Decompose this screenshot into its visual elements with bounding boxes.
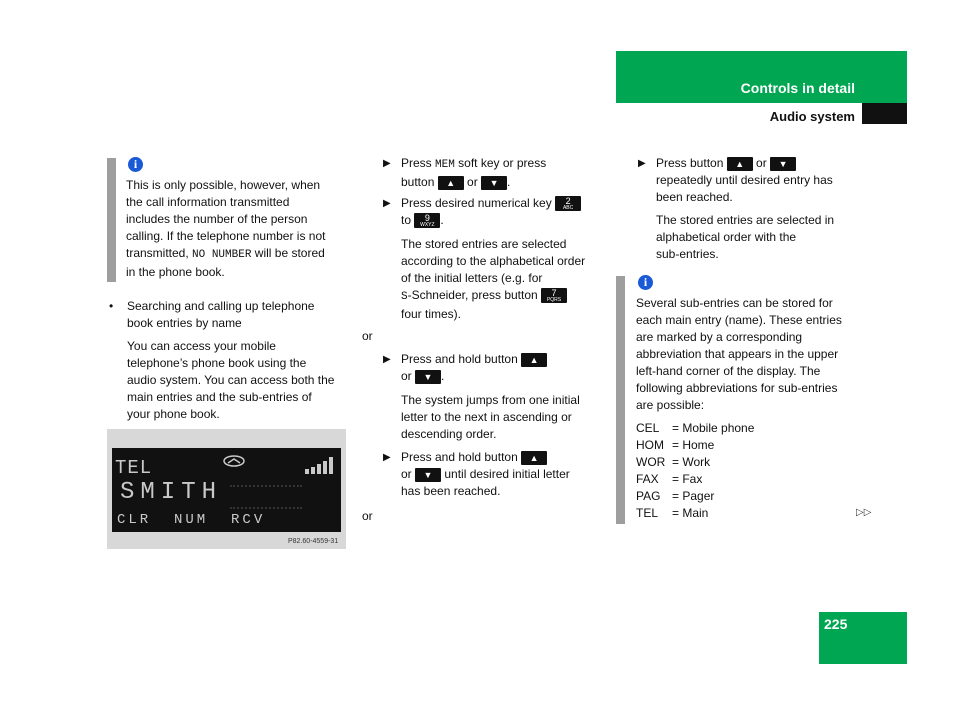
display-code: S [401, 291, 408, 303]
text-line: transmitted, NO NUMBER will be stored [126, 246, 325, 261]
paragraph: The stored entries are selected in alphabetical order with the sub-entries. [656, 213, 835, 261]
display-code: NO NUMBER [192, 249, 252, 261]
step-arrow: ▶ [383, 158, 391, 169]
up-key-icon: ▲ [521, 451, 547, 465]
display-line-1: TEL [115, 457, 153, 479]
paragraph: The system jumps from one initial letter to the next in ascending or descending order. [401, 393, 580, 441]
text-line: the call information transmitted [126, 195, 290, 209]
abbreviation-row: PAG = Pager [636, 489, 715, 503]
down-key-icon: ▼ [481, 176, 507, 190]
paragraph: You can access your mobile telephone’s phone book using the audio system. You can access both the main entries and the sub-entries of your phone book. [127, 339, 335, 421]
abbreviation-row: TEL = Main [636, 506, 709, 520]
down-key-icon: ▼ [415, 370, 441, 384]
step-arrow: ▶ [638, 158, 646, 169]
abbreviation-row: WOR = Work [636, 455, 711, 469]
bullet-dot: • [109, 299, 114, 313]
section-title: Controls in detail [740, 80, 855, 96]
step-arrow: ▶ [383, 198, 391, 209]
display-code: MEM [435, 159, 455, 171]
display-line-3: CLR NUM RCV [117, 512, 266, 528]
subsection-title: Audio system [769, 109, 855, 124]
key-7-icon: 7 PQRS [541, 288, 567, 303]
step-press-hold-until: Press and hold button ▲ or ▼ until desired initial letter has been reached. [401, 450, 570, 498]
page-number: 225 [824, 616, 848, 632]
up-key-icon: ▲ [438, 176, 464, 190]
abbreviation-row: CEL = Mobile phone [636, 421, 755, 435]
display-line-2: SMITH [120, 479, 223, 506]
abbreviation-list [636, 420, 866, 522]
info-icon: i [638, 275, 653, 290]
figure-reference: P82.60-4559-31 [288, 538, 339, 545]
step-press-button: Press button ▲ or ▼ repeatedly until desired entry has been reached. [656, 156, 833, 204]
up-key-icon: ▲ [521, 353, 547, 367]
text-line: includes the number of the person [126, 212, 308, 226]
bullet-item: Searching and calling up telephone book entries by name [127, 299, 315, 330]
handset-icon [222, 454, 246, 468]
step-arrow: ▶ [383, 354, 391, 365]
paragraph: The stored entries are selected according to the alphabetical order of the initial letters (e.g. for S-Schneider, press button 7 PQRS four times). [401, 237, 586, 321]
step-press-numeric: Press desired numerical key 2 ABC to 9 WXYZ . [401, 195, 606, 229]
key-9-icon: 9 WXYZ [414, 213, 440, 228]
info-note [126, 177, 351, 281]
down-key-icon: ▼ [415, 468, 441, 482]
down-key-icon: ▼ [770, 157, 796, 171]
info-note: Several sub-entries can be stored for each main entry (name). These entries are marked by a corresponding abbreviation that appears in the upper left-hand corner of the display. The following abbreviations for sub-entries are possible: [636, 296, 842, 412]
info-box-bar [616, 276, 625, 524]
info-box-bar [107, 158, 116, 282]
abbreviation-row: FAX = Fax [636, 472, 703, 486]
step-press-hold: Press and hold button ▲ or ▼ . [401, 351, 606, 385]
display-screen [112, 448, 341, 532]
key-2-icon: 2 ABC [555, 196, 581, 211]
header-tab-marker [862, 103, 907, 124]
step-arrow: ▶ [383, 452, 391, 463]
signal-strength-icon [305, 456, 337, 474]
or-separator: or [362, 509, 373, 523]
up-key-icon: ▲ [727, 157, 753, 171]
step-press-mem: Press MEM soft key or press button ▲ or ▼ . [401, 156, 547, 189]
text-line: calling. If the telephone number is not [126, 229, 326, 243]
text-line: This is only possible, however, when [126, 178, 321, 192]
continue-icon: ▷▷ [856, 507, 872, 518]
or-separator: or [362, 329, 373, 343]
display-ghost-chars [230, 485, 302, 509]
text-line: in the phone book. [126, 265, 225, 279]
abbreviation-row: HOM = Home [636, 438, 715, 452]
info-icon: i [128, 157, 143, 172]
